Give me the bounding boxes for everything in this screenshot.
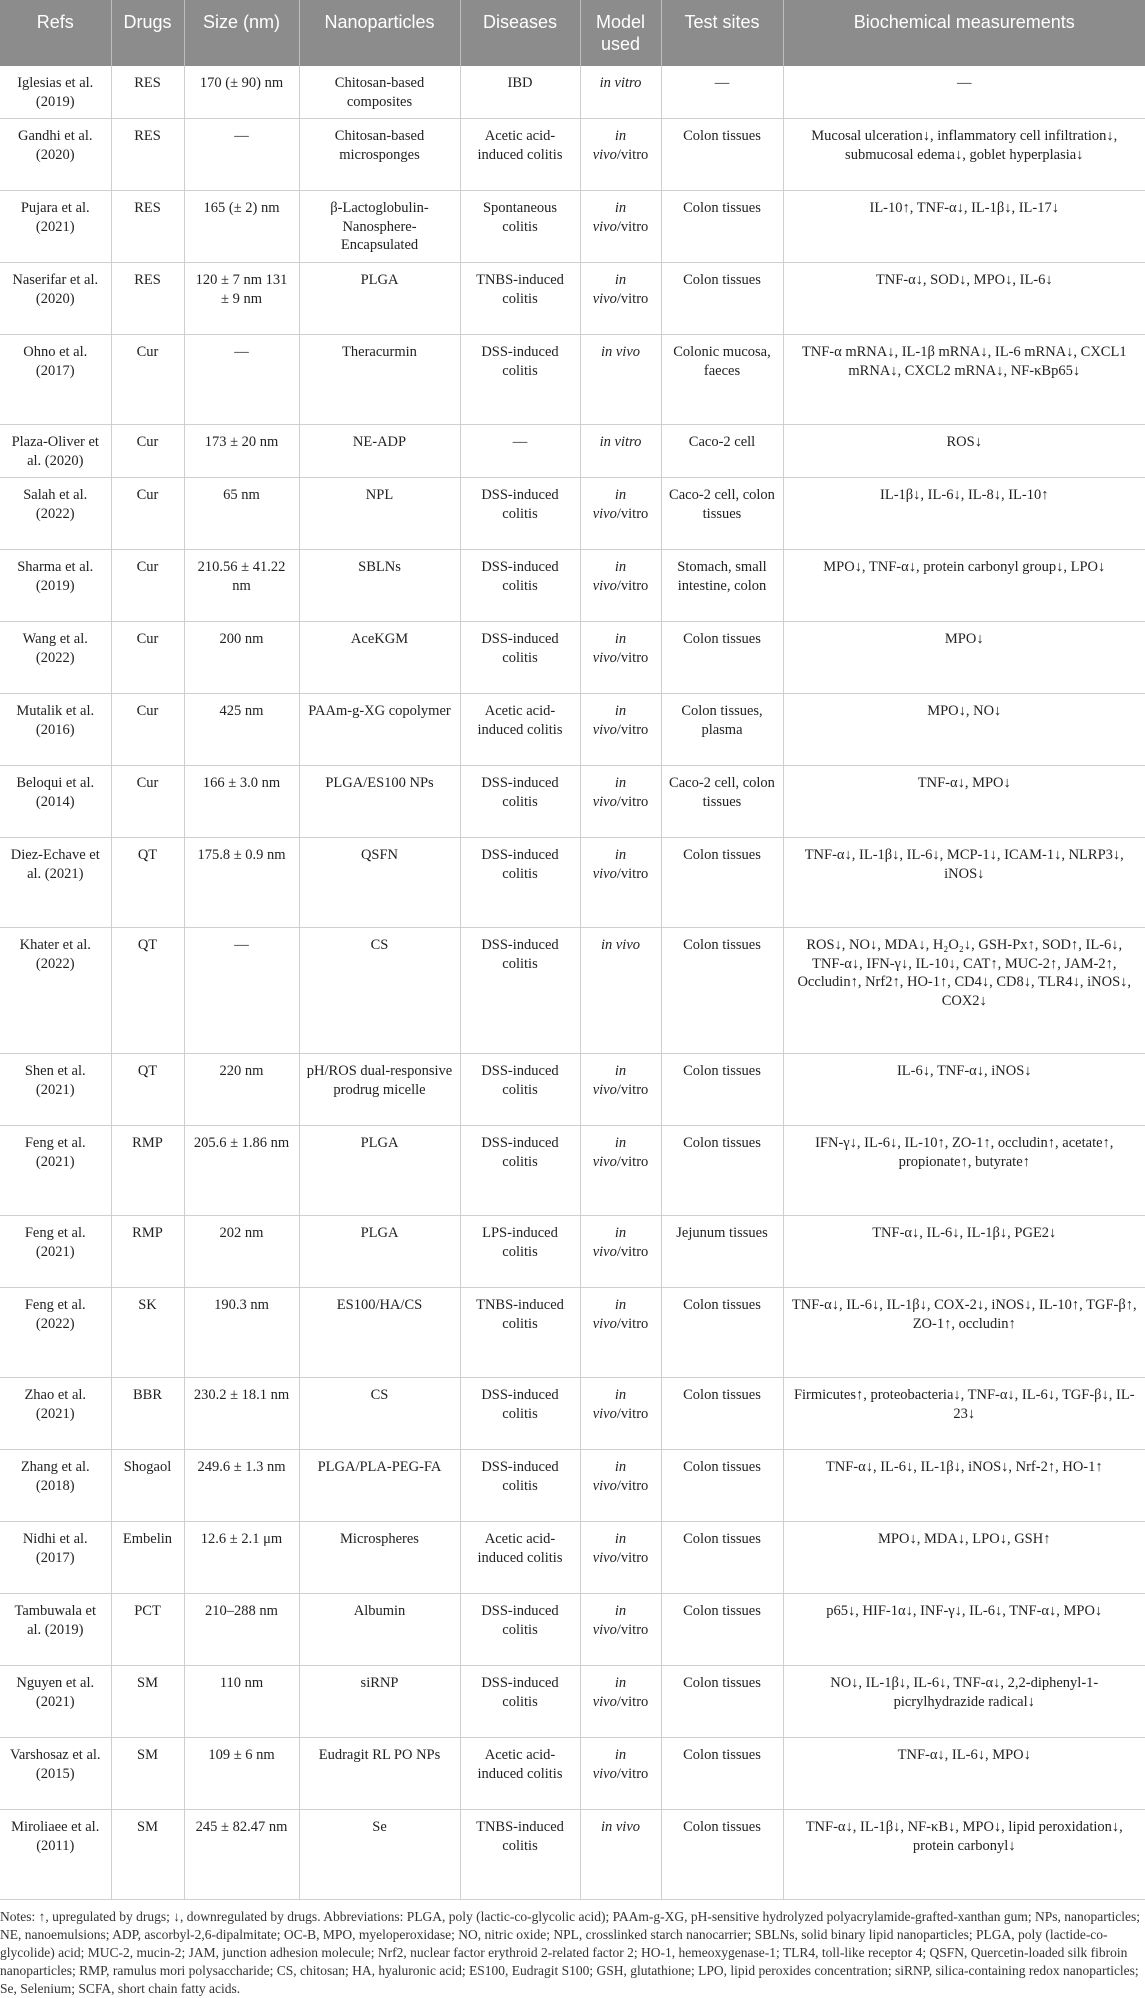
disease-cell: TNBS-induced colitis — [460, 1288, 580, 1378]
nanoparticle-cell: QSFN — [299, 838, 460, 928]
size-cell: 245 ± 82.47 nm — [184, 1810, 299, 1900]
drug-cell: RES — [111, 191, 184, 263]
test-site-cell: Colon tissues — [661, 191, 783, 263]
nanoparticle-cell: Se — [299, 1810, 460, 1900]
table-header — [0, 0, 1145, 66]
col-header-test-sites: Test sites — [661, 0, 783, 66]
ref-cell: Ohno et al. (2017) — [0, 335, 111, 425]
disease-cell: Acetic acid-induced colitis — [460, 694, 580, 766]
ref-cell: Wang et al. (2022) — [0, 622, 111, 694]
biochemical-cell: MPO↓ — [783, 622, 1145, 694]
table-body — [0, 66, 1145, 1900]
size-cell: 175.8 ± 0.9 nm — [184, 838, 299, 928]
drug-cell: Cur — [111, 335, 184, 425]
disease-cell: TNBS-induced colitis — [460, 263, 580, 335]
drug-cell: QT — [111, 838, 184, 928]
model-cell: in vivo — [580, 1810, 661, 1900]
ref-cell: Feng et al. (2021) — [0, 1126, 111, 1216]
biochemical-cell: MPO↓, MDA↓, LPO↓, GSH↑ — [783, 1522, 1145, 1594]
size-cell: 205.6 ± 1.86 nm — [184, 1126, 299, 1216]
size-cell: 65 nm — [184, 478, 299, 550]
table-row — [0, 838, 1145, 928]
model-cell: in vivo/vitro — [580, 478, 661, 550]
col-header-biochemical-measurements: Biochemical measurements — [783, 0, 1145, 66]
nanoparticle-cell: Chitosan-based microsponges — [299, 119, 460, 191]
model-cell: in vivo/vitro — [580, 1054, 661, 1126]
model-cell: in vivo/vitro — [580, 1216, 661, 1288]
test-site-cell: Caco-2 cell, colon tissues — [661, 766, 783, 838]
drug-cell: RES — [111, 66, 184, 119]
nanoparticle-cell: Albumin — [299, 1594, 460, 1666]
nanoparticle-cell: PLGA/ES100 NPs — [299, 766, 460, 838]
test-site-cell: Caco-2 cell, colon tissues — [661, 478, 783, 550]
model-cell: in vivo/vitro — [580, 1450, 661, 1522]
biochemical-cell: IL-1β↓, IL-6↓, IL-8↓, IL-10↑ — [783, 478, 1145, 550]
model-cell: in vivo/vitro — [580, 1126, 661, 1216]
table-row — [0, 1666, 1145, 1738]
drug-cell: RMP — [111, 1216, 184, 1288]
disease-cell: DSS-induced colitis — [460, 550, 580, 622]
biochemical-cell: MPO↓, NO↓ — [783, 694, 1145, 766]
ref-cell: Diez-Echave et al. (2021) — [0, 838, 111, 928]
model-cell: in vivo/vitro — [580, 1594, 661, 1666]
disease-cell: IBD — [460, 66, 580, 119]
size-cell: 166 ± 3.0 nm — [184, 766, 299, 838]
disease-cell: DSS-induced colitis — [460, 1450, 580, 1522]
ref-cell: Shen et al. (2021) — [0, 1054, 111, 1126]
table-row — [0, 1594, 1145, 1666]
table-row — [0, 622, 1145, 694]
size-cell: 425 nm — [184, 694, 299, 766]
ref-cell: Miroliaee et al. (2011) — [0, 1810, 111, 1900]
test-site-cell: Colon tissues — [661, 1522, 783, 1594]
model-cell: in vivo/vitro — [580, 1738, 661, 1810]
ref-cell: Gandhi et al. (2020) — [0, 119, 111, 191]
model-cell: in vivo/vitro — [580, 622, 661, 694]
nanoparticle-cell: β-Lactoglobulin-Nanosphere-Encapsulated — [299, 191, 460, 263]
table-notes: Notes: ↑, upregulated by drugs; ↓, downregulated by drugs. Abbreviations: PLGA, poly (lactic-co-glycolic acid); PAAm-g-XG, pH-sensitive hydrolyzed polyacrylamide-grafted-xanthan gum; NPs, nanoparticles; NE, nanoemulsions; ADP, ascorbyl-2,6-dipalmitate; OC-B, MPO, myeloperoxidase; NO, nitric oxide; NPL, crosslinked starch nanocarrier; SBLNs, solid binary lipid nanoparticles; PLGA, poly (lactide-co-glycolide) acid; MUC-2, mucin-2; JAM, junction adhesion molecule; Nrf2, nuclear factor erythroid 2-related factor 2; HO-1, hemeoxygenase-1; TLR4, toll-like receptor 4; QSFN, Quercetin-loaded silk fibroin nanoparticles; RMP, ramulus mori polysaccharide; CS, chitosan; HA, hyaluronic acid; ES100, Eudragit S100; GSH, glutathione; LPO, lipid peroxides concentration; siRNP, silica-containing redox nanoparticles; Se, Selenium; SCFA, short chain fatty acids. — [0, 1909, 1140, 1996]
disease-cell: TNBS-induced colitis — [460, 1810, 580, 1900]
biochemical-cell: MPO↓, TNF-α↓, protein carbonyl group↓, LPO↓ — [783, 550, 1145, 622]
test-site-cell: Colon tissues — [661, 1054, 783, 1126]
disease-cell: DSS-induced colitis — [460, 766, 580, 838]
test-site-cell: Colon tissues — [661, 1738, 783, 1810]
biochemical-cell: IFN-γ↓, IL-6↓, IL-10↑, ZO-1↑, occludin↑, acetate↑, propionate↑, butyrate↑ — [783, 1126, 1145, 1216]
nanoparticle-cell: siRNP — [299, 1666, 460, 1738]
model-cell: in vivo — [580, 928, 661, 1054]
biochemical-cell: NO↓, IL-1β↓, IL-6↓, TNF-α↓, 2,2-diphenyl-1-picrylhydrazide radical↓ — [783, 1666, 1145, 1738]
col-header-size: Size (nm) — [184, 0, 299, 66]
table-row — [0, 1450, 1145, 1522]
ref-cell: Zhang et al. (2018) — [0, 1450, 111, 1522]
nanoparticle-cell: ES100/HA/CS — [299, 1288, 460, 1378]
test-site-cell: — — [661, 66, 783, 119]
disease-cell: DSS-induced colitis — [460, 622, 580, 694]
size-cell: — — [184, 335, 299, 425]
size-cell: — — [184, 928, 299, 1054]
biochemical-cell: TNF-α↓, IL-1β↓, IL-6↓, MCP-1↓, ICAM-1↓, NLRP3↓, iNOS↓ — [783, 838, 1145, 928]
biochemical-cell: p65↓, HIF-1α↓, INF-γ↓, IL-6↓, TNF-α↓, MPO↓ — [783, 1594, 1145, 1666]
table-row — [0, 550, 1145, 622]
model-cell: in vivo/vitro — [580, 838, 661, 928]
nanoparticle-cell: PLGA — [299, 1216, 460, 1288]
biochemical-cell: TNF-α↓, IL-6↓, MPO↓ — [783, 1738, 1145, 1810]
test-site-cell: Colon tissues — [661, 263, 783, 335]
test-site-cell: Colon tissues — [661, 1378, 783, 1450]
disease-cell: DSS-induced colitis — [460, 1054, 580, 1126]
nanoparticle-cell: Chitosan-based composites — [299, 66, 460, 119]
table-row — [0, 928, 1145, 1054]
test-site-cell: Caco-2 cell — [661, 425, 783, 478]
size-cell: 165 (± 2) nm — [184, 191, 299, 263]
ref-cell: Zhao et al. (2021) — [0, 1378, 111, 1450]
table-row — [0, 1216, 1145, 1288]
test-site-cell: Stomach, small intestine, colon — [661, 550, 783, 622]
biochemical-cell: IL-10↑, TNF-α↓, IL-1β↓, IL-17↓ — [783, 191, 1145, 263]
disease-cell: DSS-induced colitis — [460, 928, 580, 1054]
disease-cell: DSS-induced colitis — [460, 478, 580, 550]
disease-cell: DSS-induced colitis — [460, 838, 580, 928]
test-site-cell: Colonic mucosa, faeces — [661, 335, 783, 425]
model-cell: in vivo/vitro — [580, 191, 661, 263]
test-site-cell: Colon tissues — [661, 1594, 783, 1666]
drug-cell: SK — [111, 1288, 184, 1378]
drug-cell: Cur — [111, 766, 184, 838]
table-row — [0, 1054, 1145, 1126]
disease-cell: Spontaneous colitis — [460, 191, 580, 263]
nanoparticle-cell: NPL — [299, 478, 460, 550]
model-cell: in vivo/vitro — [580, 1666, 661, 1738]
biochemical-cell: Firmicutes↑, proteobacteria↓, TNF-α↓, IL-6↓, TGF-β↓, IL-23↓ — [783, 1378, 1145, 1450]
nanoparticle-cell: CS — [299, 928, 460, 1054]
size-cell: 210–288 nm — [184, 1594, 299, 1666]
ref-cell: Pujara et al. (2021) — [0, 191, 111, 263]
test-site-cell: Jejunum tissues — [661, 1216, 783, 1288]
drug-cell: Cur — [111, 478, 184, 550]
nanoparticle-cell: Microspheres — [299, 1522, 460, 1594]
size-cell: 202 nm — [184, 1216, 299, 1288]
model-cell: in vivo/vitro — [580, 263, 661, 335]
nanoparticle-cell: Theracurmin — [299, 335, 460, 425]
test-site-cell: Colon tissues — [661, 119, 783, 191]
table-row — [0, 1522, 1145, 1594]
table-row — [0, 766, 1145, 838]
biochemical-cell: TNF-α mRNA↓, IL-1β mRNA↓, IL-6 mRNA↓, CXCL1 mRNA↓, CXCL2 mRNA↓, NF-κBp65↓ — [783, 335, 1145, 425]
biochemical-cell: TNF-α↓, MPO↓ — [783, 766, 1145, 838]
model-cell: in vivo/vitro — [580, 1378, 661, 1450]
drug-cell: SM — [111, 1738, 184, 1810]
test-site-cell: Colon tissues — [661, 1126, 783, 1216]
nanoparticle-cell: PLGA — [299, 263, 460, 335]
col-header-refs: Refs — [0, 0, 111, 66]
size-cell: — — [184, 119, 299, 191]
test-site-cell: Colon tissues — [661, 622, 783, 694]
table-row — [0, 191, 1145, 263]
size-cell: 190.3 nm — [184, 1288, 299, 1378]
ref-cell: Salah et al. (2022) — [0, 478, 111, 550]
table-row — [0, 478, 1145, 550]
nanoparticle-cell: PAAm-g-XG copolymer — [299, 694, 460, 766]
ref-cell: Feng et al. (2021) — [0, 1216, 111, 1288]
biochemical-cell: ROS↓, NO↓, MDA↓, H₂O₂↓, GSH-Px↑, SOD↑, IL-6↓, TNF-α↓, IFN-γ↓, IL-10↓, CAT↑, MUC-2↑, JAM-2↑, Occludin↑, Nrf2↑, HO-1↑, CD4↓, CD8↓, TLR4↓, iNOS↓, COX2↓ — [783, 928, 1145, 1054]
nanoparticle-cell: PLGA — [299, 1126, 460, 1216]
disease-cell: Acetic acid-induced colitis — [460, 1738, 580, 1810]
ref-cell: Nidhi et al. (2017) — [0, 1522, 111, 1594]
model-cell: in vivo/vitro — [580, 766, 661, 838]
size-cell: 210.56 ± 41.22 nm — [184, 550, 299, 622]
ref-cell: Iglesias et al. (2019) — [0, 66, 111, 119]
model-cell: in vivo/vitro — [580, 694, 661, 766]
drug-cell: RES — [111, 263, 184, 335]
size-cell: 249.6 ± 1.3 nm — [184, 1450, 299, 1522]
test-site-cell: Colon tissues — [661, 1288, 783, 1378]
drug-cell: Cur — [111, 425, 184, 478]
biochemical-cell: IL-6↓, TNF-α↓, iNOS↓ — [783, 1054, 1145, 1126]
model-cell: in vivo/vitro — [580, 119, 661, 191]
disease-cell: Acetic acid-induced colitis — [460, 119, 580, 191]
size-cell: 170 (± 90) nm — [184, 66, 299, 119]
disease-cell: Acetic acid-induced colitis — [460, 1522, 580, 1594]
biochemical-cell: — — [783, 66, 1145, 119]
table-row — [0, 119, 1145, 191]
size-cell: 110 nm — [184, 1666, 299, 1738]
nanoparticle-cell: AceKGM — [299, 622, 460, 694]
ref-cell: Sharma et al. (2019) — [0, 550, 111, 622]
ref-cell: Nguyen et al. (2021) — [0, 1666, 111, 1738]
nanoparticle-cell: NE-ADP — [299, 425, 460, 478]
table-row — [0, 425, 1145, 478]
table-row — [0, 1810, 1145, 1900]
test-site-cell: Colon tissues, plasma — [661, 694, 783, 766]
biochemical-cell: TNF-α↓, IL-6↓, IL-1β↓, PGE2↓ — [783, 1216, 1145, 1288]
biochemical-cell: TNF-α↓, SOD↓, MPO↓, IL-6↓ — [783, 263, 1145, 335]
model-cell: in vivo — [580, 335, 661, 425]
drug-cell: QT — [111, 928, 184, 1054]
drug-cell: SM — [111, 1666, 184, 1738]
disease-cell: DSS-induced colitis — [460, 1594, 580, 1666]
biochemical-cell: ROS↓ — [783, 425, 1145, 478]
ref-cell: Mutalik et al. (2016) — [0, 694, 111, 766]
model-cell: in vivo/vitro — [580, 1522, 661, 1594]
test-site-cell: Colon tissues — [661, 928, 783, 1054]
table-row — [0, 694, 1145, 766]
biochemical-cell: TNF-α↓, IL-1β↓, NF-κB↓, MPO↓, lipid peroxidation↓, protein carbonyl↓ — [783, 1810, 1145, 1900]
table-row — [0, 1378, 1145, 1450]
drug-cell: Cur — [111, 694, 184, 766]
table-row — [0, 1126, 1145, 1216]
ref-cell: Plaza-Oliver et al. (2020) — [0, 425, 111, 478]
drug-cell: SM — [111, 1810, 184, 1900]
drug-cell: RMP — [111, 1126, 184, 1216]
size-cell: 12.6 ± 2.1 μm — [184, 1522, 299, 1594]
table-row — [0, 66, 1145, 119]
ref-cell: Beloqui et al. (2014) — [0, 766, 111, 838]
table-row — [0, 1288, 1145, 1378]
drug-cell: Cur — [111, 622, 184, 694]
disease-cell: DSS-induced colitis — [460, 1378, 580, 1450]
nanoparticle-cell: Eudragit RL PO NPs — [299, 1738, 460, 1810]
ref-cell: Tambuwala et al. (2019) — [0, 1594, 111, 1666]
table-row — [0, 1738, 1145, 1810]
col-header-drugs: Drugs — [111, 0, 184, 66]
disease-cell: DSS-induced colitis — [460, 1126, 580, 1216]
table-row — [0, 335, 1145, 425]
size-cell: 173 ± 20 nm — [184, 425, 299, 478]
disease-cell: DSS-induced colitis — [460, 1666, 580, 1738]
drug-cell: RES — [111, 119, 184, 191]
test-site-cell: Colon tissues — [661, 838, 783, 928]
nanoparticle-cell: PLGA/PLA-PEG-FA — [299, 1450, 460, 1522]
ref-cell: Feng et al. (2022) — [0, 1288, 111, 1378]
drug-cell: Shogaol — [111, 1450, 184, 1522]
nanoparticle-cell: SBLNs — [299, 550, 460, 622]
size-cell: 109 ± 6 nm — [184, 1738, 299, 1810]
drug-cell: Embelin — [111, 1522, 184, 1594]
disease-cell: LPS-induced colitis — [460, 1216, 580, 1288]
drug-cell: PCT — [111, 1594, 184, 1666]
ref-cell: Varshosaz et al. (2015) — [0, 1738, 111, 1810]
size-cell: 230.2 ± 18.1 nm — [184, 1378, 299, 1450]
biochemical-cell: TNF-α↓, IL-6↓, IL-1β↓, iNOS↓, Nrf-2↑, HO-1↑ — [783, 1450, 1145, 1522]
size-cell: 120 ± 7 nm 131 ± 9 nm — [184, 263, 299, 335]
nanoparticle-cell: pH/ROS dual-responsive prodrug micelle — [299, 1054, 460, 1126]
drug-cell: QT — [111, 1054, 184, 1126]
biochemical-cell: TNF-α↓, IL-6↓, IL-1β↓, COX-2↓, iNOS↓, IL-10↑, TGF-β↑, ZO-1↑, occludin↑ — [783, 1288, 1145, 1378]
ref-cell: Naserifar et al. (2020) — [0, 263, 111, 335]
drug-cell: Cur — [111, 550, 184, 622]
model-cell: in vitro — [580, 425, 661, 478]
drug-cell: BBR — [111, 1378, 184, 1450]
model-cell: in vitro — [580, 66, 661, 119]
size-cell: 220 nm — [184, 1054, 299, 1126]
size-cell: 200 nm — [184, 622, 299, 694]
col-header-model-used: Model used — [580, 0, 661, 66]
test-site-cell: Colon tissues — [661, 1810, 783, 1900]
ref-cell: Khater et al. (2022) — [0, 928, 111, 1054]
model-cell: in vivo/vitro — [580, 1288, 661, 1378]
test-site-cell: Colon tissues — [661, 1666, 783, 1738]
col-header-diseases: Diseases — [460, 0, 580, 66]
model-cell: in vivo/vitro — [580, 550, 661, 622]
disease-cell: DSS-induced colitis — [460, 335, 580, 425]
col-header-nanoparticles: Nanoparticles — [299, 0, 460, 66]
biochemical-cell: Mucosal ulceration↓, inflammatory cell infiltration↓, submucosal edema↓, goblet hyperplasia↓ — [783, 119, 1145, 191]
nanoparticle-cell: CS — [299, 1378, 460, 1450]
test-site-cell: Colon tissues — [661, 1450, 783, 1522]
table-row — [0, 263, 1145, 335]
disease-cell: — — [460, 425, 580, 478]
